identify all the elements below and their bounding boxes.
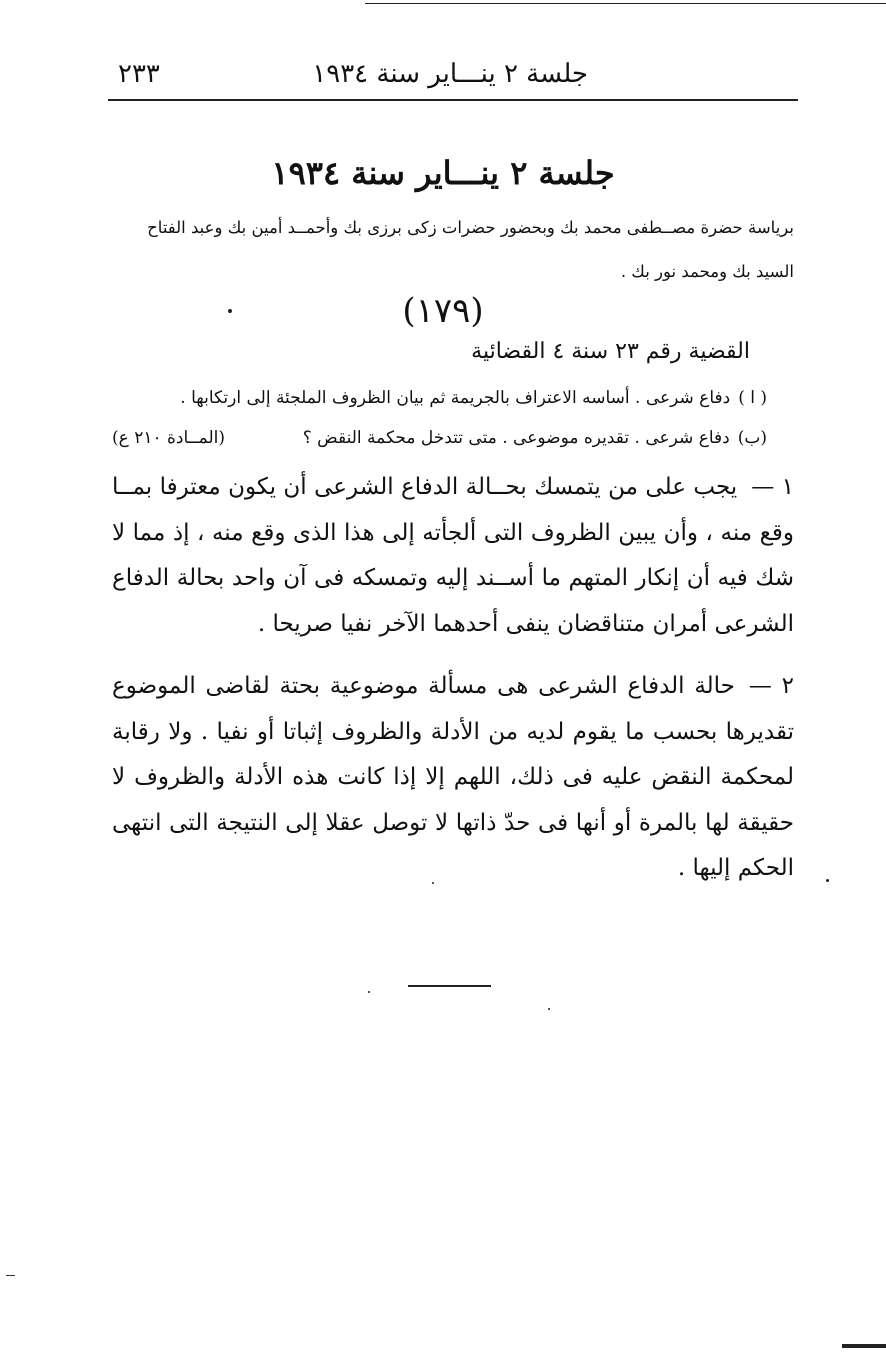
end-of-section-rule bbox=[408, 985, 491, 987]
running-header bbox=[108, 56, 798, 96]
page-number: ٢٣٣ bbox=[118, 59, 160, 89]
bench-composition: برياسة حضرة مصــطفى محمد بك وبحضور حضرات زكى برزى بك وأحمــد أمين بك وعبد الفتاح السيد بك ومحمد نور بك . bbox=[147, 218, 794, 281]
headnote-text: دفاع شرعى . تقديره موضوعى . متى تتدخل محكمة النقض ؟ bbox=[302, 428, 730, 448]
headnote-a bbox=[112, 383, 767, 413]
holding-text: حالة الدفاع الشرعى هى مسألة موضوعية بحتة لقاضى الموضوع تقديرها بحسب ما يقوم لديه من الأدلة والظروف إثباتا أو نفيا . ولا رقابة لمحكمة النقض عليه فى ذلك، اللهم إلا إذا كانت هذه الأدلة والظروف لا حقيقة لها بالمرة أو أنها فى حدّ ذاتها لا توصل عقلا إلى النتيجة التى انتهى الحكم إليها . bbox=[112, 673, 794, 881]
edge-mark bbox=[842, 1344, 886, 1348]
top-edge-rule bbox=[365, 3, 886, 4]
session-title: جلسة ٢ ينـــاير سنة ١٩٣٤ bbox=[271, 154, 615, 192]
stray-dot bbox=[826, 879, 829, 882]
header-rule bbox=[108, 99, 798, 101]
headnote-b bbox=[112, 423, 767, 453]
holding-paragraph-2 bbox=[112, 664, 794, 892]
holding-number: ٢ — bbox=[748, 673, 794, 699]
stray-dot bbox=[228, 309, 232, 313]
holding-paragraph-1 bbox=[112, 465, 794, 647]
stray-dot bbox=[432, 882, 434, 884]
margin-mark bbox=[6, 1275, 15, 1276]
case-number: (١٧٩) bbox=[402, 291, 484, 331]
holding-number: ١ — bbox=[751, 474, 794, 500]
article-reference: (المــادة ٢١٠ ع) bbox=[112, 428, 225, 448]
headnote-marker: (ب) bbox=[737, 428, 767, 448]
holding-text: يجب على من يتمسك بحــالة الدفاع الشرعى أن يكون معترفا بمــا وقع منه ، وأن يبين الظروف التى ألجأته إلى هذا الذى وقع منه ، إذ مما لا شك فيه أن إنكار المتهم ما أســند إليه وتمسكه فى آن واحد بحالة الدفاع الشرعى أمران متناقضان ينفى أحدهما الآخر نفيا صريحا . bbox=[112, 474, 794, 637]
stray-dot bbox=[368, 991, 370, 993]
headnote-text: دفاع شرعى . أساسه الاعتراف بالجريمة ثم بيان الظروف الملجئة إلى ارتكابها . bbox=[180, 388, 731, 408]
running-header-title: جلسة ٢ ينـــاير سنة ١٩٣٤ bbox=[312, 59, 588, 89]
case-reference: القضية رقم ٢٣ سنة ٤ القضائية bbox=[471, 339, 750, 364]
stray-dot bbox=[548, 1008, 550, 1010]
headnote-marker: ( ا ) bbox=[738, 388, 767, 408]
